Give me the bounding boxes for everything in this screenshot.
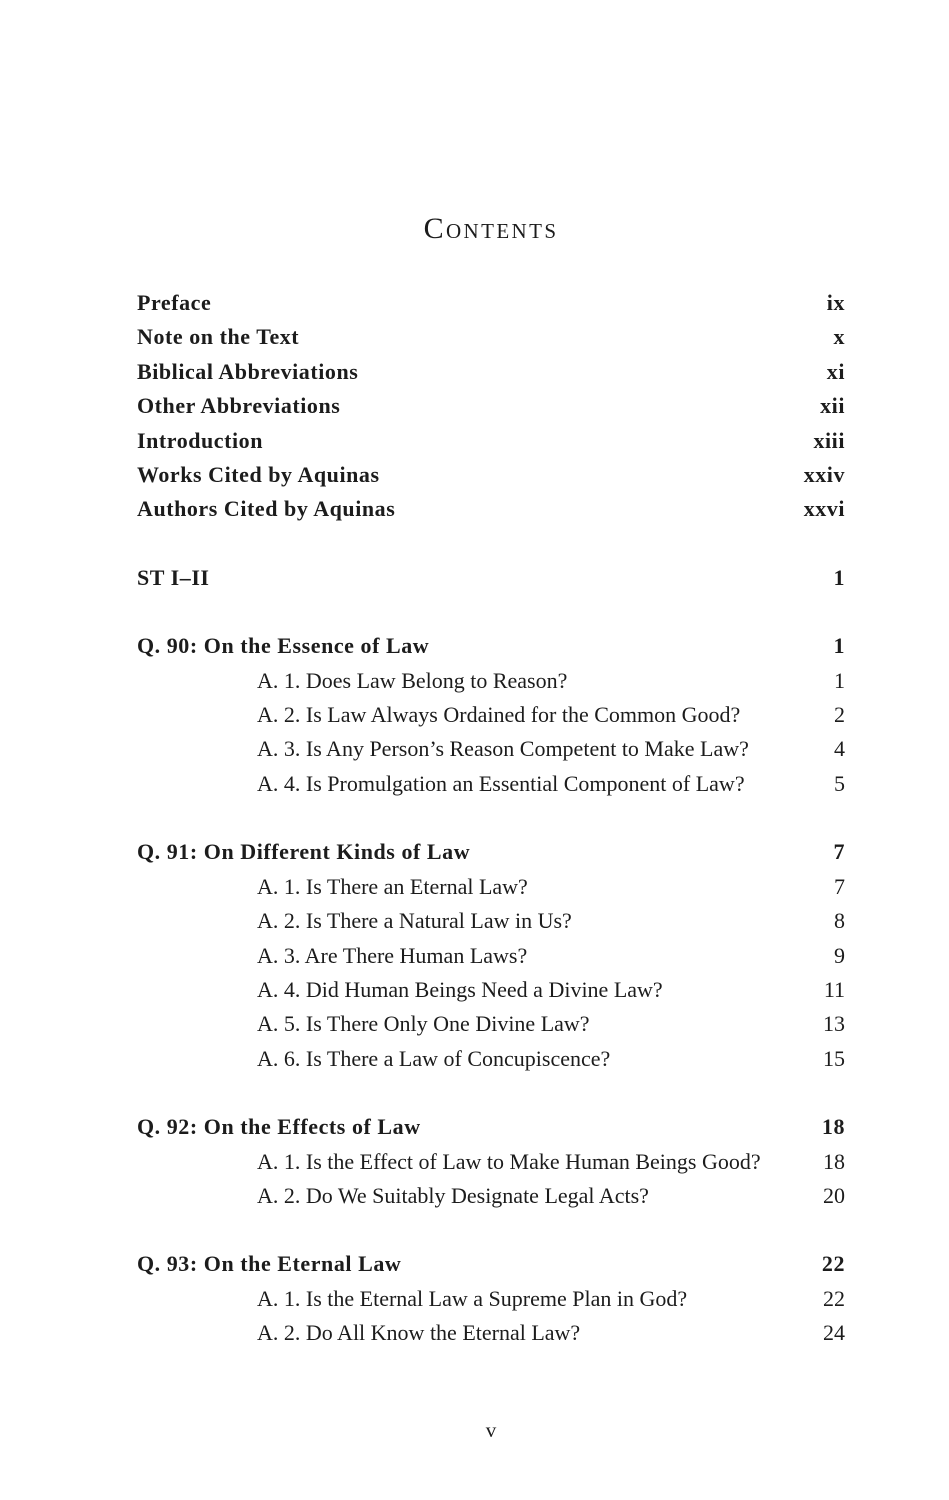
toc-article-q90-a1 <box>137 664 845 698</box>
toc-article-label: A. 2. Is There a Natural Law in Us? <box>257 908 572 934</box>
toc-article-label: A. 5. Is There Only One Divine Law? <box>257 1011 590 1037</box>
toc-entry-other-abbreviations <box>137 389 845 423</box>
toc-article-label: A. 6. Is There a Law of Concupiscence? <box>257 1045 611 1071</box>
folio-page-number: v <box>485 1418 497 1442</box>
toc-article-q91-a6 <box>137 1042 845 1076</box>
toc-entry-page: 1 <box>833 633 845 659</box>
toc-article-q92-a2 <box>137 1179 845 1213</box>
toc-entry-note-on-text <box>137 320 845 354</box>
toc-article-q91-a3 <box>137 939 845 973</box>
page-title: Contents <box>423 212 559 245</box>
toc-article-page: 24 <box>823 1320 845 1346</box>
toc-entry-label: ST I–II <box>137 564 210 590</box>
toc-article-label: A. 1. Is the Eternal Law a Supreme Plan in God? <box>257 1285 688 1311</box>
toc-article-page: 11 <box>823 976 845 1002</box>
toc-article-page: 22 <box>823 1285 845 1311</box>
toc-entry-page: xxvi <box>803 496 845 522</box>
toc-article-page: 2 <box>834 702 845 728</box>
toc-question-93 <box>137 1247 845 1281</box>
toc-article-label: A. 1. Is the Effect of Law to Make Human Beings Good? <box>257 1148 761 1174</box>
toc-entry-label: Q. 91: On Different Kinds of Law <box>137 839 471 865</box>
toc-article-page: 4 <box>834 736 845 762</box>
toc-entry-label: Introduction <box>137 427 263 453</box>
toc-article-label: A. 1. Is There an Eternal Law? <box>257 873 528 899</box>
toc-entry-page: xi <box>826 358 845 384</box>
toc-entry-label: Q. 92: On the Effects of Law <box>137 1114 421 1140</box>
toc-article-label: A. 2. Do All Know the Eternal Law? <box>257 1320 581 1346</box>
toc-entry-label: Other Abbreviations <box>137 393 341 419</box>
toc-question-90 <box>137 629 845 663</box>
toc-article-q93-a1 <box>137 1282 845 1316</box>
toc-article-q91-a4 <box>137 973 845 1007</box>
toc-article-label: A. 4. Did Human Beings Need a Divine Law? <box>257 976 663 1002</box>
toc-article-label: A. 2. Is Law Always Ordained for the Common Good? <box>257 702 741 728</box>
toc-entry-page: 18 <box>821 1114 845 1140</box>
toc-article-page: 5 <box>834 770 845 796</box>
toc-part-st-i-ii <box>137 561 845 595</box>
toc-entry-page: x <box>833 324 845 350</box>
toc-article-q93-a2 <box>137 1316 845 1350</box>
toc-question-91 <box>137 835 845 869</box>
toc-entry-page: xii <box>820 393 845 419</box>
toc-entry-page: 7 <box>833 839 845 865</box>
toc-entry-label: Q. 93: On the Eternal Law <box>137 1251 402 1277</box>
toc-article-page: 18 <box>823 1148 845 1174</box>
toc-entry-label: Biblical Abbreviations <box>137 358 359 384</box>
toc-entry-preface <box>137 286 845 320</box>
toc-article-label: A. 3. Are There Human Laws? <box>257 942 528 968</box>
toc-entry-label: Preface <box>137 290 212 315</box>
toc-article-page: 8 <box>834 908 845 934</box>
toc-entry-biblical-abbreviations <box>137 355 845 389</box>
toc-entry-label: Note on the Text <box>137 324 300 350</box>
toc-entry-page: ix <box>826 290 845 315</box>
toc-entry-label: Works Cited by Aquinas <box>137 462 380 488</box>
toc-article-page: 15 <box>823 1045 845 1071</box>
toc-article-page: 9 <box>834 942 845 968</box>
toc-entry-page: xxiv <box>803 462 845 488</box>
toc-article-q91-a5 <box>137 1007 845 1041</box>
toc-article-q90-a2 <box>137 698 845 732</box>
toc-article-label: A. 2. Do We Suitably Designate Legal Acts? <box>257 1182 649 1208</box>
toc-article-label: A. 1. Does Law Belong to Reason? <box>257 667 568 693</box>
toc-article-q91-a2 <box>137 904 845 938</box>
toc-question-92 <box>137 1110 845 1144</box>
toc-article-page: 13 <box>823 1011 845 1037</box>
toc-article-q92-a1 <box>137 1145 845 1179</box>
toc-article-q90-a3 <box>137 732 845 766</box>
toc-entry-page: 1 <box>833 564 845 590</box>
toc-article-page: 7 <box>834 873 845 899</box>
toc-entry-introduction <box>137 424 845 458</box>
toc-article-q90-a4 <box>137 767 845 801</box>
toc-article-label: A. 4. Is Promulgation an Essential Component of Law? <box>257 770 745 796</box>
toc-article-q91-a1 <box>137 870 845 904</box>
toc-article-page: 20 <box>823 1182 845 1208</box>
toc-entry-page: xiii <box>813 427 845 453</box>
toc-entry-page: 22 <box>821 1251 845 1277</box>
toc-entry-label: Q. 90: On the Essence of Law <box>137 633 430 659</box>
toc-article-page: 1 <box>834 667 845 693</box>
toc-entry-works-cited <box>137 458 845 492</box>
toc-article-label: A. 3. Is Any Person’s Reason Competent to Make Law? <box>257 736 749 762</box>
toc-entry-label: Authors Cited by Aquinas <box>137 496 396 522</box>
toc-entry-authors-cited <box>137 492 845 526</box>
